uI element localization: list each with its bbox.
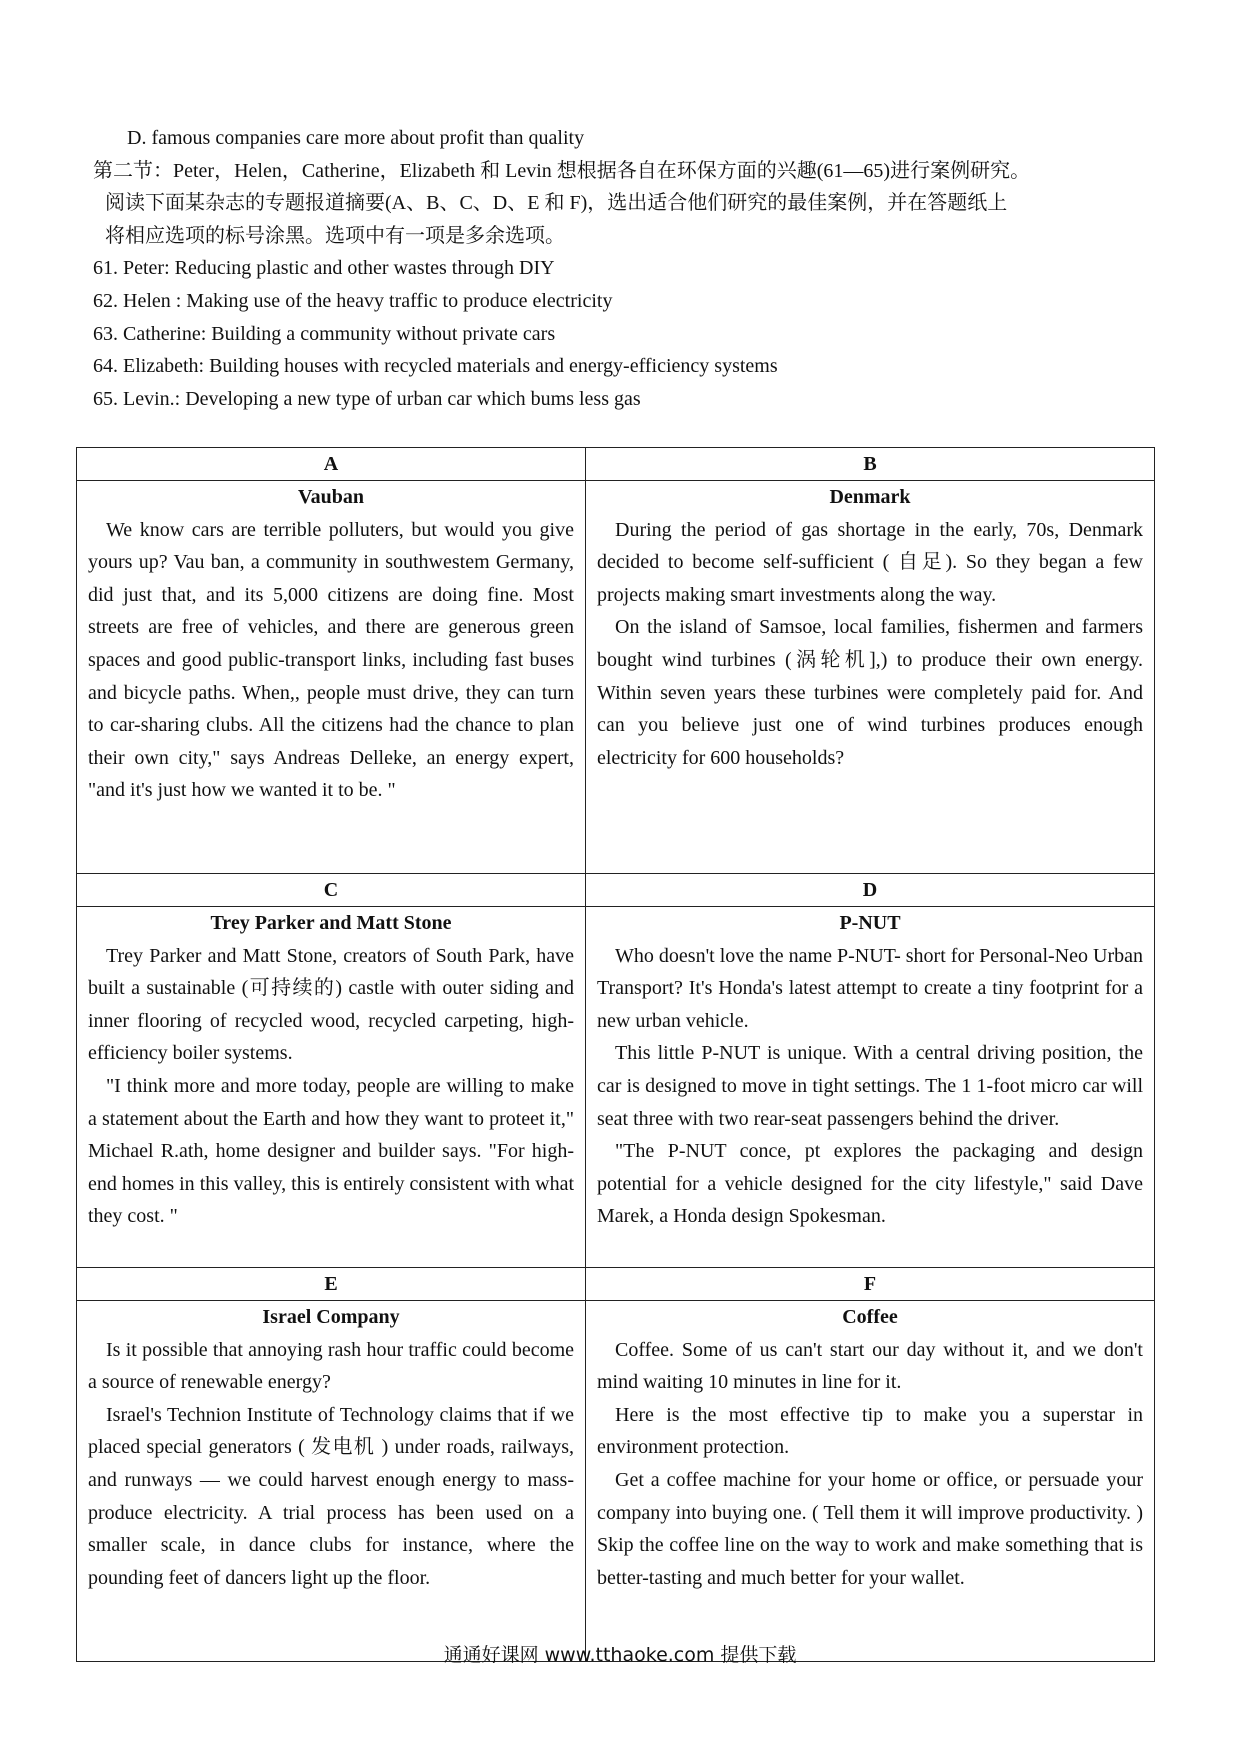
case-d-paragraph: Who doesn't love the name P-NUT- short for Personal-Neo Urban Transport? It's Honda's latest attempt to create a tiny footprint for a new urban vehicle. [597, 944, 1143, 1032]
case-row [77, 481, 1155, 874]
case-row [77, 907, 1155, 1268]
question-62: 62. Helen : Making use of the heavy traffic to produce electricity [93, 289, 613, 312]
case-title-c: Trey Parker and Matt Stone [210, 912, 452, 934]
case-d [586, 907, 1155, 1268]
case-d-paragraph: "The P-NUT conce, pt explores the packaging and design potential for a vehicle designed for the city lifestyle," said Dave Marek, a Honda design Spokesman. [597, 1140, 1143, 1228]
case-letter-d: D [586, 874, 1155, 907]
footer-credit: 通通好课网 www.tthaoke.com 提供下载 [443, 1644, 797, 1666]
question-63: 63. Catherine: Building a community without private cars [93, 322, 556, 345]
letter-row [77, 1268, 1155, 1301]
letter-row [77, 448, 1155, 481]
case-table [76, 447, 1155, 1662]
case-c-paragraph: "I think more and more today, people are willing to make a statement about the Earth and how they want to proteet it," Michael R.ath, home designer and builder says. "For high-end homes in this valley, this is entirely consistent with what they cost. " [88, 1074, 574, 1228]
question-64: 64. Elizabeth: Building houses with recycled materials and energy-efficiency systems [93, 355, 778, 378]
instruction-line-3: 将相应选项的标号涂黑。选项中有一项是多余选项。 [105, 224, 565, 247]
case-e [77, 1301, 586, 1662]
case-letter-a: A [77, 448, 586, 481]
case-title-b: Denmark [829, 486, 911, 508]
case-a [77, 481, 586, 874]
question-65: 65. Levin.: Developing a new type of urban car which bums less gas [93, 387, 641, 410]
case-f-paragraph: Get a coffee machine for your home or office, or persuade your company into buying one. ( Tell them it will improve productivity. ) Skip the coffee line on the way to work and make something that is better-tasting and much better for your wallet. [597, 1468, 1143, 1589]
case-d-paragraph: This little P-NUT is unique. With a central driving position, the car is designed to move in tight settings. The 1 1-foot micro car will seat three with two rear-seat passengers behind the driver. [597, 1042, 1143, 1130]
case-e-paragraph: Is it possible that annoying rash hour traffic could become a source of renewable energy? [88, 1338, 574, 1394]
case-c [77, 907, 586, 1268]
case-letter-e: E [77, 1268, 586, 1301]
case-title-d: P-NUT [839, 912, 901, 934]
case-title-f: Coffee [842, 1306, 898, 1328]
letter-row [77, 874, 1155, 907]
case-b-paragraph: On the island of Samsoe, local families, fishermen and farmers bought wind turbines (涡轮机],) to produce their own energy. Within seven years these turbines were completely paid for. And can you believe just one of wind turbines produces enough electricity for 600 households? [597, 616, 1143, 769]
case-f [586, 1301, 1155, 1662]
question-61: 61. Peter: Reducing plastic and other wastes through DIY [93, 257, 555, 280]
case-e-paragraph: Israel's Technion Institute of Technology claims that if we placed special generators ( 发电机 ) under roads, railways, and runways — we could harvest enough energy to mass-produce electricity. A trial process has been used on a smaller scale, in dance clubs for instance, where the pounding feet of dancers light up the floor. [88, 1403, 574, 1589]
case-f-paragraph: Coffee. Some of us can't start our day without it, and we don't mind waiting 10 minutes in line for it. [597, 1338, 1143, 1394]
case-a-paragraph: We know cars are terrible polluters, but would you give yours up? Vau ban, a community in southwestem Germany, did just that, and its 5,000 citizens are doing fine. Most streets are free of vehicles, and there are generous green spaces and good public-transport links, including fast buses and bicycle paths. When,, people must drive, they can turn to car-sharing clubs. All the citizens had the chance to plan their own city," says Andreas Delleke, an energy expert, "and it's just how we wanted it to be. " [88, 518, 574, 802]
case-row [77, 1301, 1155, 1662]
option-d: D. famous companies care more about profit than quality [127, 127, 585, 149]
case-title-a: Vauban [298, 486, 364, 508]
case-letter-f: F [586, 1268, 1155, 1301]
case-b [586, 481, 1155, 874]
case-letter-c: C [77, 874, 586, 907]
case-f-paragraph: Here is the most effective tip to make you a superstar in environment protection. [597, 1403, 1143, 1459]
case-b-paragraph: During the period of gas shortage in the early, 70s, Denmark decided to become self-sufficient ( 自足). So they began a few projects making smart investments along the way. [597, 518, 1143, 606]
intro-section [93, 122, 1153, 415]
case-c-paragraph: Trey Parker and Matt Stone, creators of South Park, have built a sustainable (可持续的) castle with outer siding and inner flooring of recycled wood, recycled carpeting, high-efficiency boiler systems. [88, 944, 574, 1065]
instruction-line-2: 阅读下面某杂志的专题报道摘要(A、B、C、D、E 和 F)，选出适合他们研究的最佳案例，并在答题纸上 [105, 192, 1008, 215]
case-letter-b: B [586, 448, 1155, 481]
case-title-e: Israel Company [262, 1306, 400, 1328]
instruction-line-1: 第二节：Peter，Helen，Catherine，Elizabeth 和 Levin 想根据各自在环保方面的兴趣(61—65)进行案例研究。 [93, 159, 1031, 182]
